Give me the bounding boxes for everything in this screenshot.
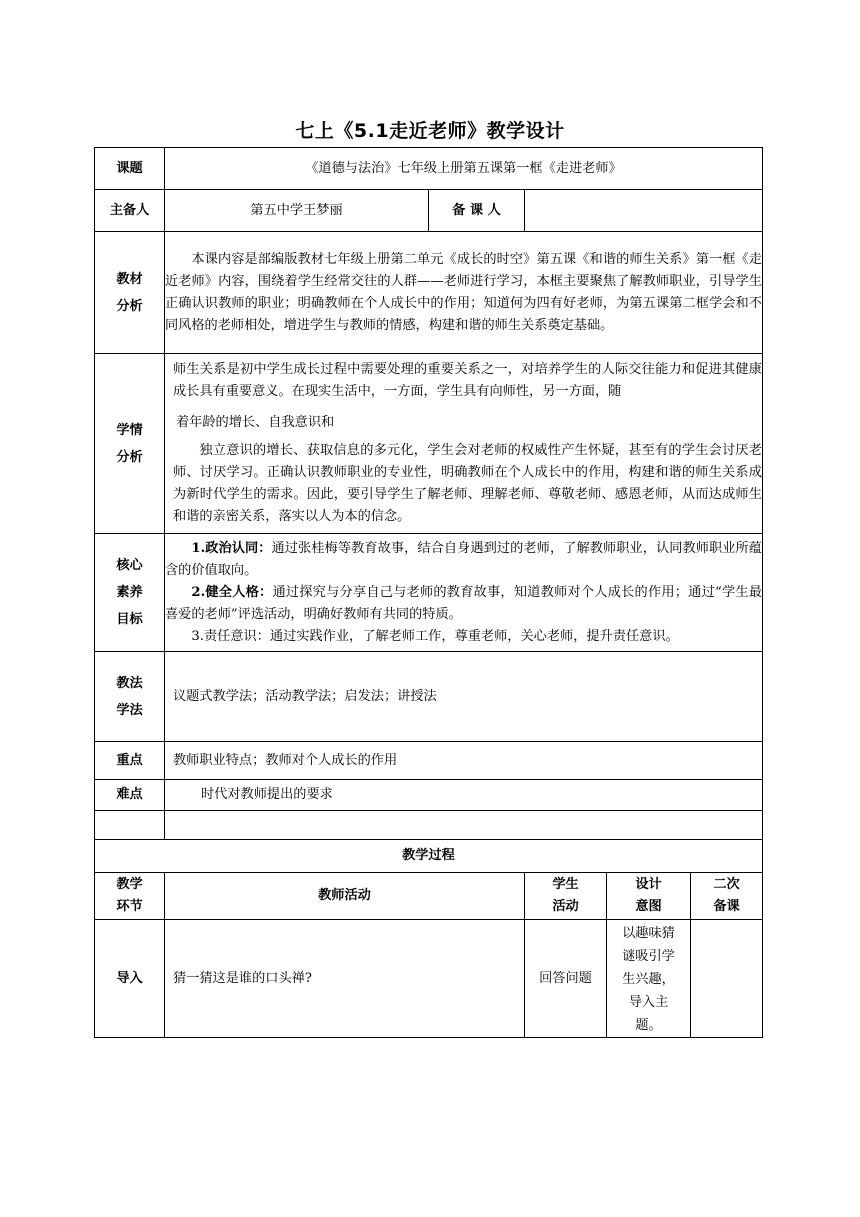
- goal-responsibility: 3.责任意识：通过实践作业，了解老师工作，尊重老师，关心老师，提升责任意识。: [191, 628, 679, 644]
- keypoint-value: 教师职业特点；教师对个人成长的作用: [165, 742, 763, 780]
- course-value: 《道德与法治》七年级上册第五课第一框《走进老师》: [165, 148, 763, 190]
- header-teacher: 教师活动: [165, 873, 525, 920]
- textbook-text: 本课内容是部编版教材七年级上册第二单元《成长的时空》第五课《和谐的师生关系》第一框《走近老师》内容，围绕着学生经常交往的人群——老师进行学习，本框主要聚焦了解教师职业，引导学生正确认识教师的职业；明确教师在个人成长中的作用；知道何为四有好老师，为第五课第二框学会和不同风格的老师相处，增进学生与教师的情感，构建和谐的师生关系奠定基础。: [165, 251, 762, 333]
- process-header-row: [95, 873, 763, 920]
- students-text-3: 独立意识的增长、获取信息的多元化，学生会对老师的权威性产生怀疑，甚至有的学生会讨厌老师、讨厌学习。正确认识教师职业的专业性，明确教师在个人成长中的作用，构建和谐的师生关系成为新时代学生的需求。因此，要引导学生了解老师、理解老师、尊敬老师、感恩老师，从而达成师生和谐的亲密关系，落实以人为本的信念。: [173, 443, 762, 524]
- methods-value: 议题式教学法；活动教学法；启发法；讲授法: [165, 652, 763, 742]
- course-label: 课题: [95, 148, 165, 190]
- co-preparer-value: [525, 190, 763, 232]
- process-heading-row: [95, 840, 763, 873]
- goal-political: 1.政治认同：通过张桂梅等教育故事，结合自身遇到过的老师，了解教师职业，认同教师职业所蕴含的价值取向。: [165, 540, 762, 578]
- textbook-label: 教材 分析: [95, 232, 165, 354]
- students-text-1: 师生关系是初中学生成长过程中需要处理的重要关系之一，对培养学生的人际交往能力和促进其健康成长具有重要意义。在现实生活中，一方面，学生具有向师性，另一方面，随: [173, 362, 762, 399]
- goals-row: [95, 534, 763, 652]
- methods-label: 教法 学法: [95, 652, 165, 742]
- row-second: [691, 920, 763, 1038]
- header-second: 二次 备课: [691, 873, 763, 920]
- methods-row: [95, 652, 763, 742]
- co-preparer-label: 备 课 人: [429, 190, 525, 232]
- process-row: [95, 920, 763, 1038]
- goal-personality: 2.健全人格：通过探究与分享自己与老师的教育故事，知道教师对个人成长的作用；通过“学生最喜爱的老师”评选活动，明确好教师有共同的特质。: [165, 584, 762, 622]
- students-label: 学情 分析: [95, 354, 165, 534]
- row-stage: 导入: [95, 920, 165, 1038]
- preparer-value: 第五中学王梦丽: [165, 190, 429, 232]
- keypoint-row: [95, 742, 763, 780]
- header-intent: 设计 意图: [607, 873, 691, 920]
- preparer-label: 主备人: [95, 190, 165, 232]
- header-stage: 教学 环节: [95, 873, 165, 920]
- blank-cell-right: [165, 811, 763, 840]
- keypoint-label: 重点: [95, 742, 165, 780]
- process-heading: 教学过程: [95, 840, 763, 873]
- textbook-analysis: [165, 232, 763, 354]
- header-student: 学生 活动: [525, 873, 607, 920]
- course-row: [95, 148, 763, 190]
- row-intent: 以趣味猜 谜吸引学 生兴趣， 导入主 题。: [607, 920, 691, 1038]
- difficulty-value: 时代对教师提出的要求: [165, 780, 763, 811]
- students-row: [95, 354, 763, 534]
- textbook-row: [95, 232, 763, 354]
- lesson-plan-table: [94, 147, 763, 1038]
- blank-row: [95, 811, 763, 840]
- row-teacher: 猜一猜这是谁的口头禅?: [165, 920, 525, 1038]
- difficulty-row: [95, 780, 763, 811]
- preparer-row: [95, 190, 763, 232]
- difficulty-label: 难点: [95, 780, 165, 811]
- blank-cell-left: [95, 811, 165, 840]
- row-student: 回答问题: [525, 920, 607, 1038]
- students-text-2: 着年龄的增长、自我意识和: [176, 415, 335, 430]
- document-title: 七上《5.1走近老师》教学设计: [295, 120, 565, 142]
- students-analysis: [165, 354, 763, 534]
- goals-label: 核心 素养 目标: [95, 534, 165, 652]
- goals-content: [165, 534, 763, 652]
